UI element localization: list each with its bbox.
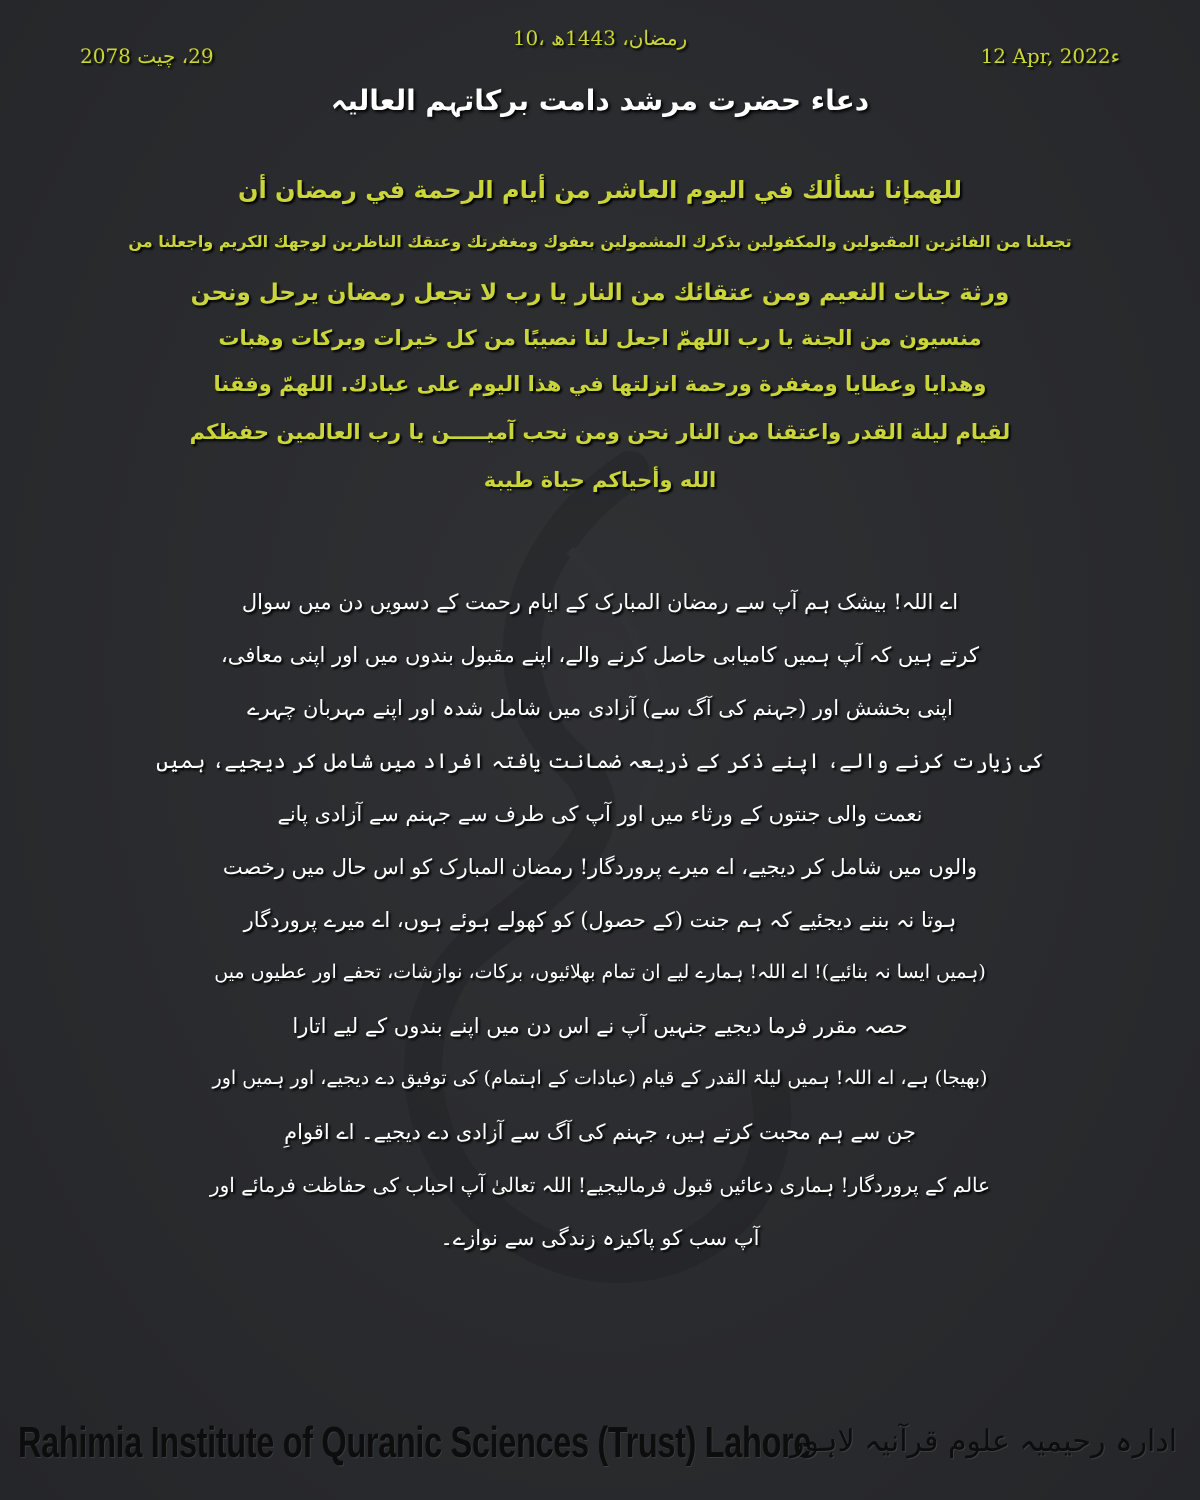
urdu-translation-line: جن سے ہم محبت کرتے ہیں، جہنم کی آگ سے آزادی دے دیجیے۔ اے اقوامِ: [284, 1120, 916, 1144]
arabic-dua-line: الله وأحياكم حياة طيبة: [483, 468, 717, 492]
urdu-translation-line: اے اللہ! بیشک ہم آپ سے رمضان المبارک کے ایام رحمت کے دسویں دن میں سوال: [241, 590, 959, 614]
urdu-translation-line: اپنی بخشش اور (جہنم کی آگ سے) آزادی میں شامل شدہ اور اپنے مہربان چہرے: [247, 696, 953, 720]
urdu-translation-line: والوں میں شامل کر دیجیے، اے میرے پروردگار! رمضان المبارک کو اس حال میں رخصت: [222, 855, 978, 879]
page-title: دعاء حضرت مرشد دامت برکاتہم العالیہ: [330, 84, 870, 117]
arabic-dua-line: ورثة جنات النعيم ومن عتقائك من النار يا رب لا تجعل رمضان يرحل ونحن: [190, 280, 1010, 306]
bikrami-date: 29، چیت 2078: [80, 44, 214, 68]
urdu-translation-line: کرتے ہیں کہ آپ ہمیں کامیابی حاصل کرنے والے، اپنے مقبول بندوں میں اور اپنی معافی،: [221, 643, 979, 667]
urdu-translation-line: (ہمیں ایسا نہ بنائیے)! اے اللہ! ہمارے لیے ان تمام بھلائیوں، برکات، نوازشات، تحفے اور عطیوں میں: [214, 961, 986, 983]
arabic-dua-line: لقيام ليلة القدر واعتقنا من النار نحن ومن نحب آميـــــن يا رب العالمين حفظكم: [189, 420, 1011, 444]
hijri-date: 10، رمضان، 1443ھ: [512, 26, 688, 50]
urdu-translation-line: نعمت والی جنتوں کے ورثاء میں اور آپ کی طرف سے جہنم سے آزادی پانے: [277, 802, 923, 826]
institute-name-english: Rahimia Institute of Quranic Sciences (Trust) Lahore: [18, 1418, 812, 1467]
urdu-translation-line: ہوتا نہ بننے دیجئیے کہ ہم جنت (کے حصول) کو کھولے ہوئے ہوں، اے میرے پروردگار: [243, 908, 957, 932]
urdu-translation-line: کی زیارت کرنے والے، اپنے ذکر کے ذریعہ ضمانت یافتہ افراد میں شامل کر دیجیے، ہمیں: [156, 749, 1044, 773]
arabic-dua-line: منسيون من الجنة يا رب اللهمّ اجعل لنا نصيبًا من كل خيرات وبركات وهبات: [218, 326, 982, 350]
urdu-translation-line: (بھیجا) ہے، اے اللہ! ہمیں لیلۃ القدر کے قیام (عبادات کے اہتمام) کی توفیق دے دیجیے، اور ہمیں اور: [212, 1067, 988, 1089]
urdu-translation-line: عالم کے پروردگار! ہماری دعائیں قبول فرمالیجیے! اللہ تعالیٰ آپ احباب کی حفاظت فرمائے اور: [209, 1173, 991, 1197]
footer: [18, 1418, 812, 1468]
arabic-dua-line: للهمإنا نسألك في اليوم العاشر من أيام الرحمة في رمضان أن: [237, 176, 963, 204]
arabic-dua-line: تجعلنا من الفائزين المقبولين والمكفولين بذكرك المشمولين بعفوك ومغفرتك وعتقك الناظرين لوجهك الكريم واجعلنا من: [128, 232, 1072, 251]
urdu-translation-line: حصہ مقرر فرما دیجیے جنہیں آپ نے اس دن میں اپنے بندوں کے لیے اتارا: [292, 1014, 908, 1038]
arabic-dua-line: وهدايا وعطايا ومغفرة ورحمة انزلتها في هذا اليوم على عبادك. اللهمّ وفقنا: [213, 372, 987, 396]
urdu-translation-line: آپ سب کو پاکیزہ زندگی سے نوازے۔: [440, 1226, 760, 1250]
institute-logo-urdu: ادارہ رحیمیہ علوم قرآنیہ لاہور: [790, 1424, 1178, 1459]
gregorian-date: 12 Apr, 2022ء: [980, 44, 1120, 68]
